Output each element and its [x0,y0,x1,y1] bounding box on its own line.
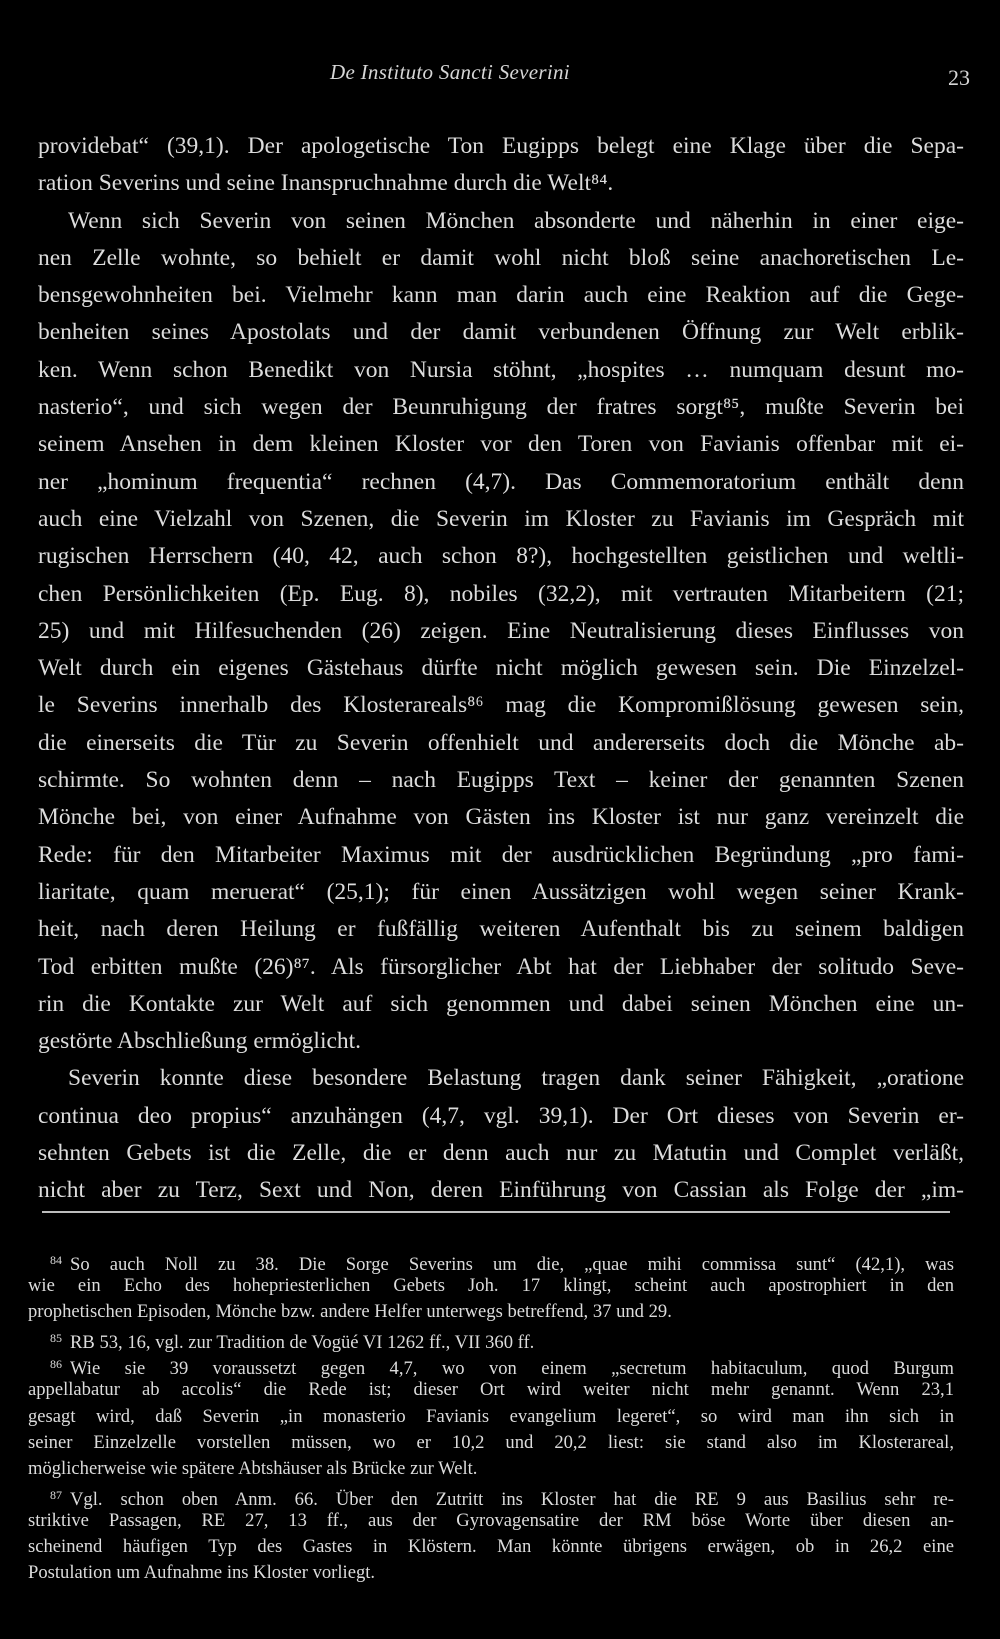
footnote-line [28,1351,954,1380]
text-line: le Severins innerhalb des Klosterareals⁸⁶ mag die Kompromißlösung gewesen sein, [38,692,964,719]
footnote-line: Postulation um Aufnahme ins Kloster vorliegt. [28,1562,376,1584]
footnote-line: möglicherweise wie spätere Abtshäuser als Brücke zur Welt. [28,1457,478,1479]
footnote-85 [28,1325,954,1354]
text-line: auch eine Vielzahl von Szenen, die Severin im Kloster zu Favianis im Gespräch mit [38,505,964,532]
footnote-87 [28,1482,954,1586]
text-line: Tod erbitten mußte (26)⁸⁷. Als fürsorglicher Abt hat der Liebhaber der solitudo Seve- [38,953,964,980]
text-line: Welt durch ein eigenes Gästehaus dürfte nicht möglich gewesen sein. Die Einzelzel- [38,655,964,682]
text-line: liaritate, quam meruerat“ (25,1); für einen Aussätzigen wohl wegen seiner Krank- [38,878,964,905]
footnote-text: So auch Noll zu 38. Die Sorge Severins um die, „quae mihi commissa sunt“ (42,1), was [70,1254,954,1275]
footnote-line: striktive Passagen, RE 27, 13 ff., aus der Gyrovagensatire der RM böse Worte über diesen an- [28,1509,954,1531]
running-title: De Instituto Sancti Severini [330,60,570,84]
text-line: heit, nach deren Heilung er fußfällig weiteren Aufenthalt bis zu seinem baldigen [38,916,964,943]
text-line: seinem Ansehen in dem kleinen Kloster vor den Toren von Favianis offenbar mit ei- [38,431,964,458]
footnote-text: Wie sie 39 voraussetzt gegen 4,7, wo von einem „secretum habitaculum, quod Burgum [70,1358,954,1380]
footnote-84 [28,1247,954,1325]
text-line: rin die Kontakte zur Welt auf sich genommen und dabei seinen Mönchen eine un- [38,990,964,1017]
text-line: sehnten Gebets ist die Zelle, die er denn auch nur zu Matutin und Complet verläßt, [38,1140,964,1167]
text-line: 25) und mit Hilfesuchenden (26) zeigen. Eine Neutralisierung dieses Einflusses von [38,617,964,644]
page-number: 23 [948,65,970,90]
footnote-line [28,1482,954,1508]
text-line: nasterio“, und sich wegen der Beunruhigung der fratres sorgt⁸⁵, mußte Severin bei [38,394,964,421]
text-line: ration Severins und seine Inanspruchnahme durch die Welt⁸⁴. [38,170,614,197]
text-line: Mönche bei, von einer Aufnahme von Gästen ins Kloster ist nur ganz vereinzelt die [38,804,964,831]
footnote-number: 84 [50,1253,62,1267]
body-text [38,128,964,1210]
text-line: continua deo propius“ anzuhängen (4,7, vgl. 39,1). Der Ort dieses von Severin er- [38,1102,964,1129]
footnote-line [28,1247,954,1273]
running-head [0,60,1000,92]
footnote-number: 87 [50,1487,62,1502]
footnote-rule [42,1211,950,1213]
footnote-text: RB 53, 16, vgl. zur Tradition de Vogüé VI 1262 ff., VII 360 ff. [70,1332,535,1354]
footnote-line [28,1325,954,1354]
footnote-text: Vgl. schon oben Anm. 66. Über den Zutritt ins Kloster hat die RE 9 aus Basilius sehr re- [70,1488,954,1510]
footnote-line: scheinend häufigen Typ des Gastes in Klöstern. Man könnte übrigens erwägen, ob in 26,2 eine [28,1536,954,1558]
text-line: die einerseits die Tür zu Severin offenhielt und andererseits doch die Mönche ab- [38,729,964,756]
text-line: chen Persönlichkeiten (Ep. Eug. 8), nobiles (32,2), mit vertrauten Mitarbeitern (21; [38,580,964,607]
text-line: bensgewohnheiten bei. Vielmehr kann man darin auch eine Reaktion auf die Gege- [38,282,964,309]
footnote-line: seiner Einzelzelle vorstellen müssen, wo er 10,2 und 20,2 liest: sie stand also im Klosterareal, [28,1431,954,1453]
text-line: ner „hominum frequentia“ rechnen (4,7). Das Commemoratorium enthält denn [38,468,964,495]
text-line: Rede: für den Mitarbeiter Maximus mit der ausdrücklichen Begründung „pro fami- [38,841,964,868]
text-line: schirmte. So wohnten denn – nach Eugipps Text – keiner der genannten Szenen [38,767,964,794]
text-line: Wenn sich Severin von seinen Mönchen absonderte und näherhin in einer eige- [68,207,964,234]
text-line: nen Zelle wohnte, so behielt er damit wohl nicht bloß seine anachoretischen Le- [38,244,964,271]
footnote-line: prophetischen Episoden, Mönche bzw. andere Helfer unterwegs betreffend, 37 und 29. [28,1301,672,1323]
text-line: nicht aber zu Terz, Sext und Non, deren Einführung von Cassian als Folge der „im- [38,1177,964,1204]
footnote-number: 85 [50,1331,62,1346]
text-line: providebat“ (39,1). Der apologetische Ton Eugipps belegt eine Klage über die Sepa- [38,133,964,159]
footnote-line: wie ein Echo des hohepriesterlichen Gebets Joh. 17 klingt, scheint auch apostrophiert in den [28,1275,954,1297]
text-line: rugischen Herrschern (40, 42, auch schon 8?), hochgestellten geistlichen und weltli- [38,543,964,570]
text-line: Severin konnte diese besondere Belastung tragen dank seiner Fähigkeit, „oratione [68,1065,964,1092]
footnote-number: 86 [50,1357,62,1372]
footnotes [28,1247,954,1586]
footnote-line: gesagt wird, daß Severin „in monasterio Favianis evangelium legeret“, so wird man ihn sich in [28,1405,954,1427]
text-line: gestörte Abschließung ermöglicht. [38,1028,362,1055]
footnote-86 [28,1351,954,1481]
footnote-line: appellabatur ab accolis“ die Rede ist; dieser Ort wird weiter nicht mehr genannt. Wenn 23,1 [28,1379,954,1401]
text-line: benheiten seines Apostolats und der damit verbundenen Öffnung zur Welt erblik- [38,319,964,346]
text-line: ken. Wenn schon Benedikt von Nursia stöhnt, „hospites … numquam desunt mo- [38,356,964,383]
